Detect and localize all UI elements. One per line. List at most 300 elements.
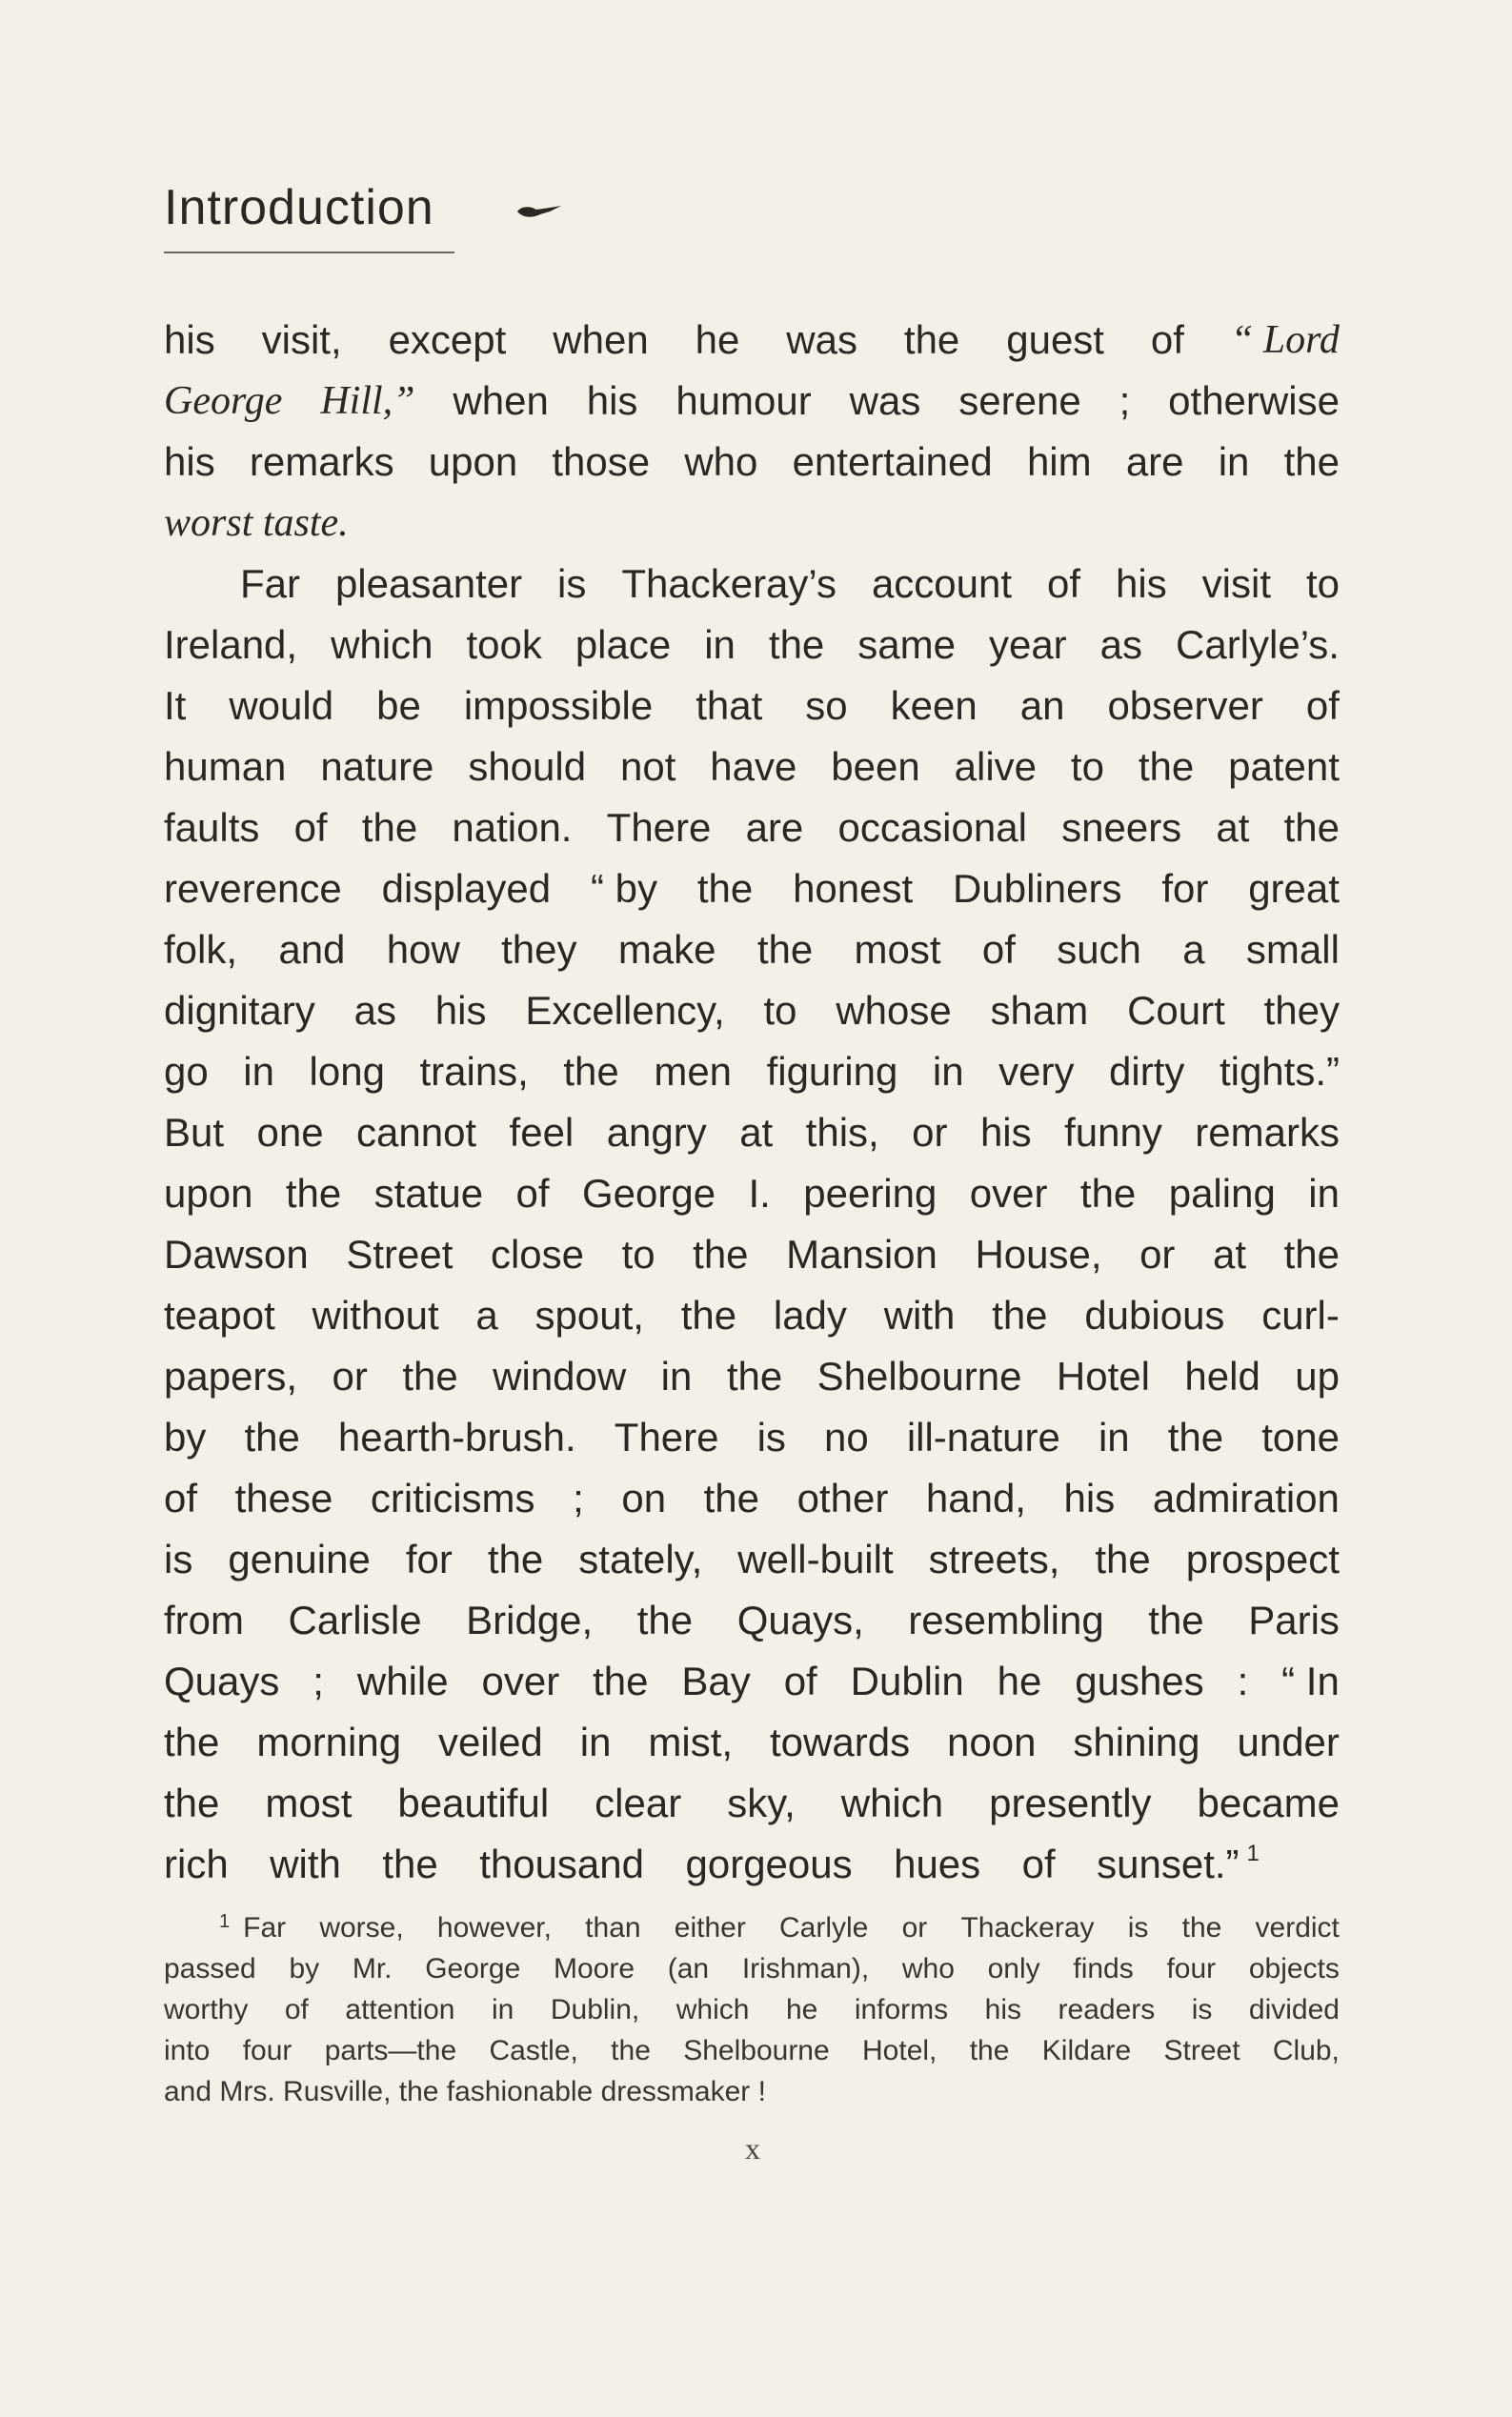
word: was [786,317,857,362]
word: ill-nature [906,1415,1060,1460]
word: Dublin, [550,1994,640,2025]
word: Thackeray [960,1912,1095,1944]
word: Dawson [164,1232,309,1277]
word: dirty [1109,1049,1185,1094]
word: Hotel [1056,1354,1150,1399]
word: in [704,622,736,667]
word: noon [947,1720,1037,1764]
word: nation. [452,805,573,850]
word: parts—the [324,2035,457,2066]
word: he [695,317,740,362]
word: of [981,927,1016,972]
word: passed [164,1953,256,1984]
word: admiration [1152,1476,1340,1521]
footnote [164,1907,1340,2112]
word: George [425,1953,521,1984]
word: Far [243,1912,287,1944]
word: figuring [766,1049,898,1094]
word: the [164,1781,220,1825]
word: Irishman), [741,1953,870,1984]
word-with-footnote-ref [1097,1834,1260,1895]
page-number: x [745,2131,760,2165]
text-line [164,1224,1340,1285]
word: in [1308,1171,1340,1216]
word: visit, [261,317,342,362]
text-line [164,980,1340,1041]
word: such [1057,927,1141,972]
word: place [575,622,672,667]
word: as [1099,622,1143,667]
word: the [164,1720,220,1764]
word: took [466,622,542,667]
word: angry [606,1110,707,1155]
word: however, [436,1912,552,1944]
word: in [1098,1415,1130,1460]
word: folk, [164,927,238,972]
word: : [1237,1659,1249,1703]
word: of [1021,1842,1056,1886]
word: would [229,683,334,728]
word: the [1079,1171,1137,1216]
word: at [739,1110,774,1155]
word: well-built [737,1537,894,1581]
word: feel [509,1110,575,1155]
word: one [256,1110,324,1155]
word: Shelbourne [683,2035,830,2066]
word: It [164,683,187,728]
word: as [353,988,396,1033]
word: close [490,1232,584,1277]
word: worthy [164,1994,249,2025]
word: mist, [648,1720,734,1764]
word: House, [975,1232,1102,1277]
text-line [164,1468,1340,1529]
word: the [593,1659,649,1703]
word: tights.” [1219,1049,1340,1094]
footnote-line [164,1948,1340,1989]
text-line [164,1285,1340,1346]
word: with [883,1293,956,1338]
word: the [903,317,960,362]
word: four [242,2035,292,2066]
word: papers, [164,1354,298,1399]
header-rule [164,252,454,253]
word: Mansion [786,1232,937,1277]
word: over [481,1659,560,1703]
text-line [164,797,1340,858]
word: four [1166,1953,1217,1984]
word: trains, [419,1049,529,1094]
word: he [785,1994,818,2025]
word: sneers [1061,805,1182,850]
word: rich [164,1842,229,1886]
word: the [1167,1415,1224,1460]
text-line [164,736,1340,797]
word: same [857,622,956,667]
word: under [1237,1720,1340,1764]
text-line [164,1346,1340,1407]
word: the [382,1842,438,1886]
word: or [332,1354,368,1399]
word: a [1182,927,1205,972]
word: informs [854,1994,949,2025]
word: the [402,1354,458,1399]
word: to [763,988,797,1033]
word: peering [803,1171,937,1216]
text-line [164,675,1340,736]
word: the [693,1232,749,1277]
word: Ireland, [164,622,298,667]
word: these [234,1476,333,1521]
word: became [1197,1781,1340,1825]
word: his [1116,561,1167,606]
text-line [164,1529,1340,1590]
word: by [164,1415,207,1460]
word: I. [748,1171,771,1216]
word: verdict [1255,1912,1340,1944]
word: Carlyle [779,1912,869,1944]
word: his [984,1994,1022,2025]
footnote-line [164,1989,1340,2030]
word: are [745,805,804,850]
word: morning [256,1720,402,1764]
word: Hotel, [862,2035,937,2066]
word: worse, [319,1912,404,1944]
word: by [289,1953,320,1984]
text-line [164,432,1340,493]
word: the [636,1598,694,1642]
word: the [1148,1598,1204,1642]
word: paling [1168,1171,1276,1216]
word: remarks [1195,1110,1340,1155]
word: the [680,1293,737,1338]
word: George [581,1171,716,1216]
word: There [606,805,712,850]
word: the [756,927,814,972]
word: objects [1248,1953,1340,1984]
word: or [912,1110,948,1155]
word: account [871,561,1013,606]
word: are [1125,439,1184,484]
word: spout, [534,1293,644,1338]
word: to [1305,561,1340,606]
running-header [164,179,583,255]
word: was [849,378,921,423]
word: should [468,744,587,789]
word: his [586,378,638,423]
text-line [164,858,1340,919]
word: Moore [554,1953,635,1984]
word: Bridge, [466,1598,594,1642]
word: in [1218,439,1250,484]
word: beautiful [397,1781,550,1825]
word: this, [805,1110,879,1155]
text-line [164,310,1340,371]
word: in [660,1354,693,1399]
text-line [164,1102,1340,1163]
word: observer [1107,683,1263,728]
word: Carlyle’s. [1176,622,1340,667]
word: Quays [164,1659,280,1703]
word: keen [890,683,978,728]
word: displayed [381,866,552,911]
word: lady [773,1293,847,1338]
word: of [515,1171,550,1216]
word: criticisms [370,1476,535,1521]
word: when [553,317,649,362]
word: clear [595,1781,682,1825]
word: up [1295,1354,1340,1399]
word: divided [1248,1994,1340,2025]
word: for [1161,866,1209,911]
word: of [284,1994,309,2025]
text-line [164,554,1340,614]
word: the [1095,1537,1151,1581]
word: faults [164,805,260,850]
word: remarks [249,439,394,484]
word: go [164,1049,209,1094]
word: thousand [479,1842,645,1886]
word: which [840,1781,944,1825]
word: who [684,439,758,484]
word: for [405,1537,453,1581]
word: tone [1261,1415,1340,1460]
word: “ Lord [1230,318,1340,362]
running-header-title: Introduction [164,180,434,235]
text-line [164,371,1340,432]
word: the [696,866,754,911]
word: entertained [792,439,993,484]
word: be [376,683,421,728]
word: worst taste. [164,501,349,545]
word: to [621,1232,655,1277]
word: over [969,1171,1048,1216]
word: Castle, [489,2035,578,2066]
word: hues [894,1842,981,1886]
word: than [585,1912,641,1944]
word: guest [1006,317,1104,362]
word: towards [770,1720,911,1764]
word: whose [836,988,952,1033]
word: Street [346,1232,454,1277]
word: gushes [1075,1659,1204,1703]
word: in [243,1049,274,1094]
word: is [756,1415,786,1460]
word: There [614,1415,719,1460]
word: most [854,927,941,972]
word: gorgeous [685,1842,853,1886]
word: how [386,927,460,972]
word: upon [428,439,518,484]
word: not [620,744,676,789]
text-line [164,1773,1340,1834]
word: in [932,1049,964,1094]
word: nature [320,744,434,789]
text-line [164,1590,1340,1651]
word: either [674,1912,746,1944]
word: his [1063,1476,1116,1521]
word: Paris [1248,1598,1340,1642]
word: cannot [356,1110,477,1155]
word: Quays, [736,1598,864,1642]
word: Club, [1272,2035,1340,2066]
footnote-marker: 1 [219,1911,231,1932]
word: the [703,1476,760,1521]
word: the [1181,1912,1222,1944]
word: so [805,683,848,728]
word: Bay [681,1659,751,1703]
word: his [164,317,215,362]
word: Court [1127,988,1225,1033]
text-line [164,1407,1340,1468]
text-line [164,1651,1340,1712]
word: is [164,1537,193,1581]
word: sham [990,988,1089,1033]
footnote-line [164,2030,1340,2071]
word: ; [1119,378,1131,423]
word: dignitary [164,988,315,1033]
word: window [493,1354,627,1399]
text-line [164,1041,1340,1102]
word: the [992,1293,1048,1338]
hand-ornament-icon [512,198,565,223]
word: long [309,1049,385,1094]
footnote-line [164,1907,1340,1948]
word: the [1283,1232,1340,1277]
word: to [1070,744,1104,789]
word: stately, [578,1537,703,1581]
word: occasional [837,805,1027,850]
word: the [361,805,418,850]
word: sky, [727,1781,796,1825]
word: Dubliners [953,866,1122,911]
footnote-first-word [219,1907,286,1948]
word: of [1047,561,1081,606]
word: most [265,1781,353,1825]
word: make [617,927,716,972]
word: is [557,561,587,606]
word: held [1184,1354,1260,1399]
footnote-line [164,2071,1340,2112]
word: is [1191,1994,1213,2025]
word: without [312,1293,439,1338]
word: those [552,439,651,484]
text-line [164,1163,1340,1224]
word: other [796,1476,889,1521]
text-line [164,493,1340,554]
text-line [164,1712,1340,1773]
word: him [1026,439,1092,484]
word: Street [1163,2035,1240,2066]
word: Kildare [1041,2035,1132,2066]
word: only [987,1953,1040,1984]
word: finds [1073,1953,1134,1984]
word: into [164,2035,211,2066]
word: prospect [1185,1537,1340,1581]
word: and [278,927,346,972]
text-line [164,1834,1260,1895]
word: he [997,1659,1042,1703]
word: resembling [908,1598,1104,1642]
word: otherwise [1168,378,1340,423]
word: the [1138,744,1195,789]
footnote-reference[interactable]: 1 [1246,1841,1260,1866]
text-line [164,919,1340,980]
word: the [768,622,825,667]
word: sunset.” [1097,1842,1240,1886]
word: Carlisle [288,1598,422,1642]
word: year [988,622,1067,667]
word: of [293,805,328,850]
word: curl- [1261,1293,1340,1338]
word: at [1213,1232,1247,1277]
word: very [998,1049,1075,1094]
word: the [969,2035,1010,2066]
word: ; [573,1476,584,1521]
word: hearth-brush. [337,1415,576,1460]
word: on [621,1476,667,1521]
word: dubious [1084,1293,1225,1338]
word: George [164,379,283,423]
word: genuine [228,1537,371,1581]
word: pleasanter [334,561,523,606]
word: when [453,378,549,423]
word: honest [793,866,914,911]
word: is [1127,1912,1149,1944]
word: Hill,” [320,379,415,423]
word: presently [989,1781,1152,1825]
word: alive [954,744,1038,789]
word: the [487,1537,544,1581]
word: ; [312,1659,324,1703]
word: patent [1228,744,1340,789]
word: a [475,1293,498,1338]
word: upon [164,1171,253,1216]
word: his [979,1110,1032,1155]
body-text [164,310,1340,1895]
word: humour [675,378,812,423]
word: reverence [164,866,342,911]
word: small [1245,927,1340,972]
word: serene [958,378,1081,423]
word: the [244,1415,300,1460]
text-line [164,614,1340,675]
word: an [1019,683,1065,728]
word: funny [1064,1110,1162,1155]
word: except [388,317,507,362]
word: (an [667,1953,710,1984]
word: shining [1073,1720,1200,1764]
word: his [164,439,215,484]
word: human [164,744,287,789]
word: his [434,988,487,1033]
word: veiled [438,1720,543,1764]
word: Mr. [352,1953,393,1984]
word: statue [373,1171,484,1216]
word: in [491,1994,514,2025]
word: the [611,2035,651,2066]
word: of [1150,317,1184,362]
word: no [824,1415,869,1460]
word: or [1139,1232,1176,1277]
word: the [285,1171,342,1216]
word: been [831,744,920,789]
word: Far [240,561,300,606]
word: which [331,622,433,667]
word: “ In [1281,1659,1340,1703]
word: the [726,1354,783,1399]
word: of [1305,683,1340,728]
